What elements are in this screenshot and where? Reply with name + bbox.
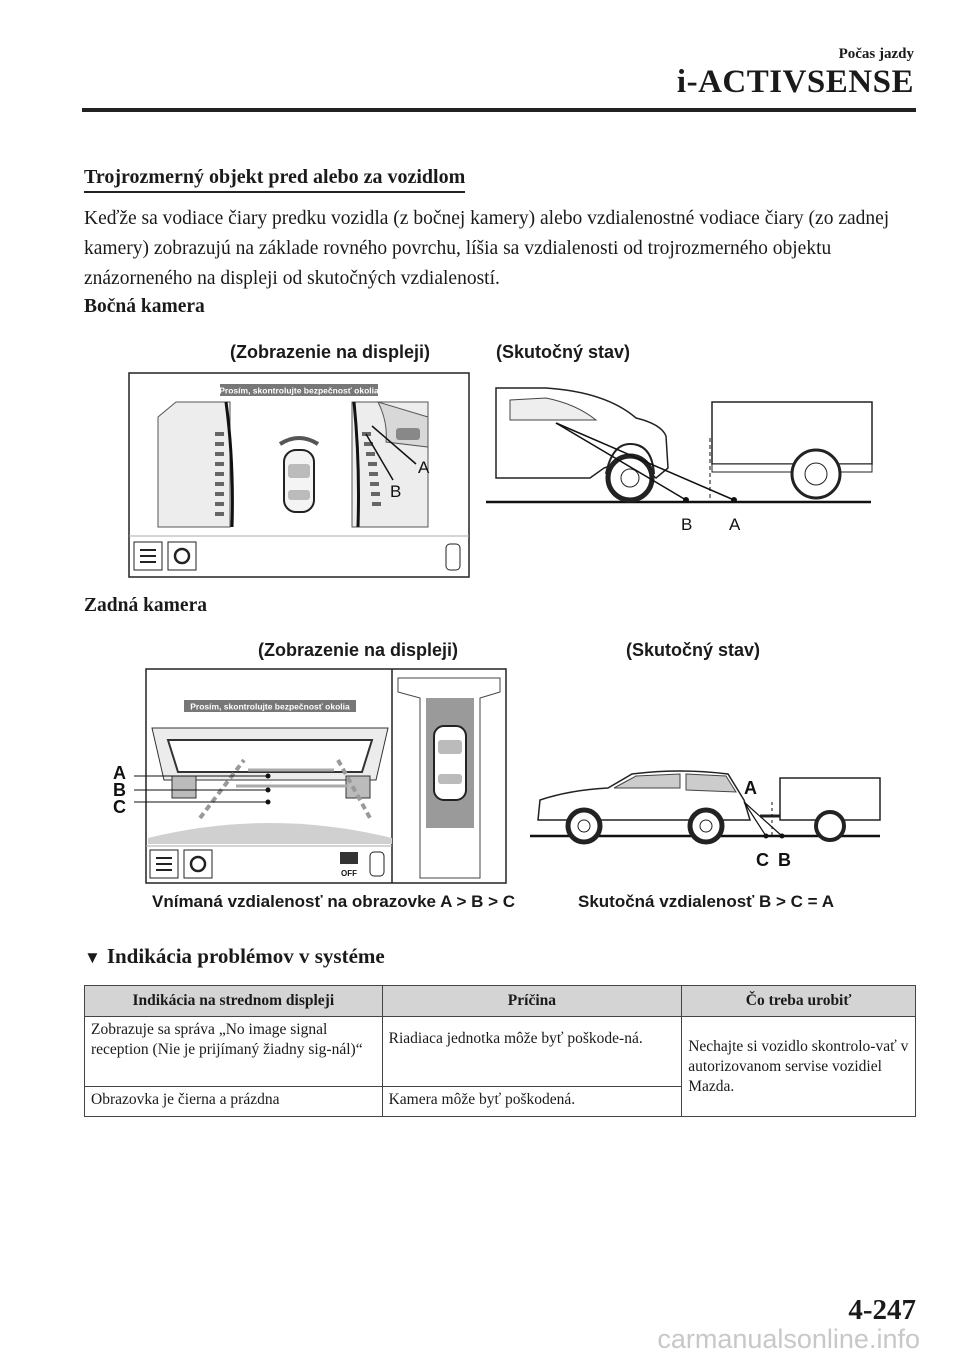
- side-actual-marker-a: A: [729, 515, 741, 534]
- side-actual-illustration: [486, 378, 876, 538]
- column-header: Čo treba urobiť: [682, 986, 916, 1017]
- table-header-row: [85, 986, 916, 1017]
- off-label: OFF: [341, 869, 357, 878]
- cause-cell: Kamera môže byť poškodená.: [382, 1087, 682, 1117]
- rear-screen-marker-b: B: [113, 780, 126, 800]
- side-display-caption: (Zobrazenie na displeji): [230, 342, 431, 362]
- side-actual-marker-b: B: [681, 515, 693, 534]
- cause-cell: Riadiaca jednotka môže byť poškode-ná.: [382, 1017, 682, 1087]
- parking-sensor-icon: [370, 852, 384, 876]
- settings-button: [168, 542, 196, 570]
- rear-camera-screen: [108, 668, 508, 886]
- rear-actual-illustration: [530, 762, 882, 870]
- header-section: Počas jazdy: [838, 46, 914, 62]
- body-paragraph: Keďže sa vodiace čiary predku vozidla (z bočnej kamery) alebo vzdialenostné vodiace čiary (zo zadnej kamery) zobrazujú na základe rovného povrchu, líšia sa vzdialenosti od trojrozmerného objektu znázorneného na displeji od skutočných vzdialeností.: [84, 208, 890, 289]
- side-screen-marker-a: A: [418, 458, 430, 477]
- action-cell: Nechajte si vozidlo skontrolo-vať v autorizovanom servise vozidiel Mazda.: [682, 1017, 916, 1117]
- rear-actual-marker-b: B: [778, 850, 791, 870]
- side-screen-marker-b: B: [390, 482, 402, 501]
- rear-camera-label: Zadná kamera: [84, 595, 207, 616]
- header-rule: [82, 108, 916, 112]
- problems-heading: ▼ Indikácia problémov v systéme: [84, 944, 385, 968]
- rear-screen-marker-a: A: [113, 763, 126, 783]
- problems-table: [84, 985, 916, 1117]
- column-header: Indikácia na strednom displeji: [85, 986, 383, 1017]
- rear-display-caption: (Zobrazenie na displeji): [258, 640, 459, 660]
- sensor-icon: [340, 852, 358, 864]
- page-number: 4-247: [848, 1294, 916, 1326]
- indication-cell: Zobrazuje sa správa „No image signal reception (Nie je prijímaný žiadny sig-nál)“: [85, 1017, 383, 1087]
- side-actual-caption: (Skutočný stav): [496, 342, 631, 362]
- side-camera-label: Bočná kamera: [84, 296, 205, 317]
- rear-screen-banner: Prosím, skontrolujte bezpečnosť okolia: [190, 701, 350, 712]
- triangle-icon: ▼: [84, 948, 101, 967]
- footer-watermark: carmanualsonline.info: [657, 1324, 920, 1354]
- indication-cell: Obrazovka je čierna a prázdna: [85, 1087, 383, 1117]
- perceived-distance-caption: Vnímaná vzdialenosť na obrazovke A > B > C: [152, 892, 516, 911]
- rear-actual-marker-a: A: [744, 778, 757, 798]
- column-header: Príčina: [382, 986, 682, 1017]
- side-screen-banner: Prosím, skontrolujte bezpečnosť okolia: [219, 385, 379, 396]
- rear-actual-marker-c: C: [756, 850, 769, 870]
- table-row: [85, 1017, 916, 1087]
- side-camera-screen: [128, 372, 470, 578]
- parking-sensor-icon: [446, 544, 460, 570]
- chapter-title: i-ACTIVSENSE: [676, 64, 914, 100]
- section-heading: Trojrozmerný objekt pred alebo za vozidlom: [84, 166, 465, 193]
- real-distance-caption: Skutočná vzdialenosť B > C = A: [578, 892, 834, 911]
- rear-screen-marker-c: C: [113, 797, 126, 817]
- rear-actual-caption: (Skutočný stav): [626, 640, 761, 660]
